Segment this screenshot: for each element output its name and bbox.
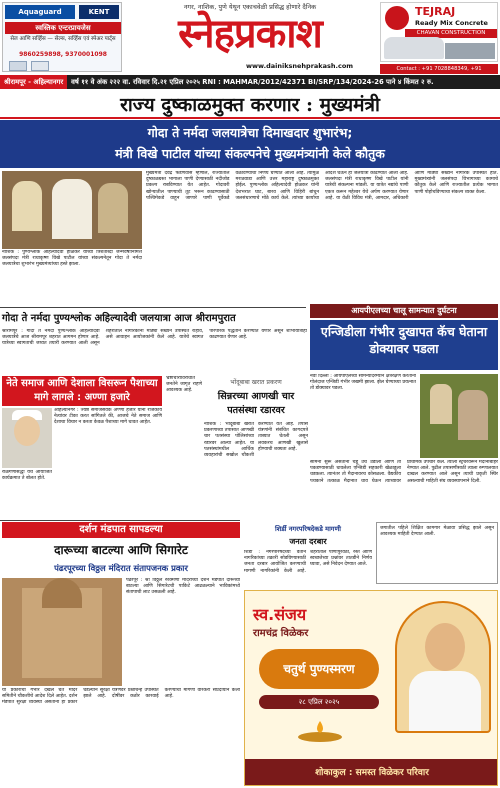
lead-photo-caption: नाशिक : पुण्यश्लोक अहिल्यादेवी होळकर यांच्या त्रिशताब्दी जन्मवर्षानिमित्त जलसंपदा मंत्री राधाकृष्ण विखे पाटील यांच्या संकल्पनेतून गोदा ते नर्मदा जलयात्रेचा शुभारंभ मुख्यमंत्र्यांच्या हस्ते झाला. xyxy=(2,250,142,268)
website-link[interactable]: www.dainiksnehprakash.com xyxy=(246,62,354,70)
player-figure xyxy=(430,384,452,424)
story3-body-continued: सामना सुरू असताना चेंडू उंच उडाला आणि तो पकडण्यासाठी धावलेला एन्जिडी सहकारी खेळाडूला धडकला. त्यानंतर तो मैदानावरच कोसळला. वैद्यकीय पथकाने तत्काळ मैदानात धाव घेऊन त्याच्यावर प्राथमिक उपचार केले. त्याला स्ट्रेचरवरून मैदानाबाहेर नेण्यात आले. पुढील तपासणीसाठी त्याला रुग्णालयात दाखल करण्यात आले असून त्याची प्रकृती स्थिर असल्याची माहिती संघ व्यवस्थापनाने दिली. xyxy=(310,460,498,484)
story6-subheadline: पंढरपूरच्या विठ्ठल मंदिरात संतापजनक प्रकार xyxy=(54,563,188,573)
water-purifier-image xyxy=(31,61,49,71)
tejraj-logo-icon xyxy=(385,6,409,30)
ad-phone: 9860259898, 9370001098 xyxy=(19,51,107,58)
ad-product: Ready Mix Concrete xyxy=(415,19,488,27)
lead-headline[interactable]: राज्य दुष्काळमुक्त करणार : मुख्यमंत्री xyxy=(0,91,500,119)
story3-headline[interactable]: एन्जिडीला गंभीर दुखापत कॅच घेताना डोक्यावर पडला xyxy=(310,320,498,370)
concrete-mixer-image xyxy=(384,37,444,59)
face xyxy=(14,416,40,446)
water-purifier-image xyxy=(9,61,27,71)
memorial-advertisement[interactable] xyxy=(244,590,498,786)
newspaper-logo[interactable] xyxy=(128,2,372,62)
notice-kicker: शिर्डी नगरपरिषदेकडे मागणी xyxy=(275,525,341,533)
story4-body-2: राळेगणसिद्धी येथे आयोजित कार्यक्रमात ते बोलत होते. xyxy=(2,470,52,482)
issue-details: वर्ष ११ वे अंक २२२ वा. रविवार दि.२१ एप्रिल २०२५ RNI : MAHMAR/2012/42371 BI/SRP/134/2024-26 पाने ४ किंमत २ रु. xyxy=(71,78,434,86)
story6-body-continued: या प्रकाराची गंभीर दखल घेत मंदिर समितीने चौकशीचे आदेश दिले आहेत. दर्शन मंडपात सुरक्षा व्यवस्था असताना हा प्रकार घडल्याने सुरक्षा यंत्रणेवर प्रश्नचिन्ह उपस्थित झाले आहे. दोषींवर कठोर कारवाई करण्याची मागणी वारकरी संप्रदायाने केली आहे. xyxy=(2,688,240,706)
person-figure xyxy=(12,181,42,231)
dateline-bar xyxy=(0,75,500,89)
story5-kicker: भोंदूबाबा खरात प्रकरण xyxy=(230,379,282,386)
ad-company-name: स्वस्तिक एन्टरप्रायजेस xyxy=(5,22,121,34)
story4-photo[interactable] xyxy=(2,408,52,468)
lead-subheadline-block xyxy=(0,120,500,168)
divider xyxy=(0,307,306,308)
ad-brand-aquaguard: Aquaguard xyxy=(5,5,75,19)
story5-body: नाशिक : भोंदूबाबा खरात प्रकरणाच्या तपासात आणखी चार पतसंस्था पोलिसांच्या रडारवर आल्या आहेत. या पतसंस्थांमधील आर्थिक व्यवहारांची सखोल चौकशी करण्यात येत आहे. तपास यंत्रणांनी संबंधित कागदपत्रे ताब्यात घेतली असून लवकरच आणखी खुलासे होण्याची शक्यता आहे. xyxy=(204,422,308,459)
lead-subheadline-1: गोदा ते नर्मदा जलयात्रेचा दिमाखदार शुभारंभ; xyxy=(147,125,353,140)
lead-subheadline-2: मंत्री विखे पाटील यांच्या संकल्पनेचे मुख्यमंत्र्यांनी केले कौतुक xyxy=(115,146,385,161)
memorial-footer: शोकाकुल : समस्त विळेकर परिवार xyxy=(245,759,498,786)
story3-photo[interactable] xyxy=(420,374,498,458)
newspaper-title: स्नेहप्रकाश xyxy=(178,10,322,57)
ad-company: CHAVAN CONSTRUCTION xyxy=(405,29,497,38)
ad-brand-tejraj: TEJRAJ xyxy=(415,5,456,18)
story3-body: नवी दिल्ली : आयपीएलच्या सामन्यादरम्यान क्षेत्ररक्षण करताना गोलंदाज एन्जिडी गंभीर जखमी झाला. झेल घेण्याच्या प्रयत्नात तो डोक्यावर पडला. xyxy=(310,374,416,392)
memorial-date: २८ एप्रिल २०२५ xyxy=(259,695,379,709)
person-figure xyxy=(52,179,92,239)
notice-body: शिर्डी : नगरपरिषदेच्या वतीने नागरिकांच्या तक्रारी सोडविण्यासाठी जनता दरबार आयोजित करण्याची मागणी नागरिकांनी केली आहे. शहरातील पाणीपुरवठा, रस्ते आणि स्वच्छतेच्या प्रश्नांवर तातडीने निर्णय घ्यावा, असे निवेदन देण्यात आले. xyxy=(244,550,372,574)
lead-body: मुख्यमंत्री देवेंद्र फडणवीस म्हणाले, राज्यातील दुष्काळग्रस्त भागाला पाणी देण्यासाठी नदीजोड प्रकल्प राबविण्यात येत आहेत. गोदावरी खोऱ्यातील पाण्याची तूट भरून काढण्यासाठी पश्चिमेकडे वाहून जाणारे पाणी पूर्वेकडे वळविण्याचा निर्णय घेण्यात आला आहे. त्यामुळे मराठवाडा आणि उत्तर महाराष्ट्र दुष्काळमुक्त होईल. पुण्यश्लोक अहिल्यादेवी होळकर यांनी देशभरात घाट, बारव आणि विहिरी बांधून जलसंधारणाचे मोठे कार्य केले. त्यांच्या कार्याचा आदर्श घेऊन ही जलयात्रा काढण्यात आली आहे. जलसंपदा मंत्री राधाकृष्ण विखे पाटील यांनी यात्रेची संकल्पना मांडली. या यात्रेत नद्यांचे पाणी एकत्र करून महेश्वर येथे अर्पण करण्यात येणार आहे. या वेळी विविध मंत्री, आमदार, अधिकारी आणि मोठ्या संख्येने नागरिक उपस्थित होते. मुख्यमंत्र्यांनी जलसंपदा विभागाच्या कामाचे कौतुक केले आणि राज्यातील प्रत्येक भागात पाणी पोहोचविण्याचा संकल्प व्यक्त केला. xyxy=(146,171,498,201)
story6-kicker: दर्शन मंडपात सापडल्या xyxy=(2,522,240,538)
oil-lamp-icon xyxy=(285,719,355,743)
truck-image xyxy=(445,43,495,59)
small-notice-box: जगातील पहिले शिक्षित कामगार मेळावा प्रसिद्ध झाले असून आवश्यक माहिती देण्यात आली. xyxy=(376,522,498,584)
portrait-face xyxy=(425,623,465,671)
ad-brand-kent: KENT xyxy=(79,5,119,19)
ad-contact: Contact : +91 7028848349, +91 xyxy=(380,64,498,74)
story4-headline[interactable]: नेते समाज आणि देशाला विसरून पैशाच्या मागे लागले : अण्णा हजारे xyxy=(2,376,162,406)
story6-temple-photo[interactable] xyxy=(2,578,122,686)
temple-dome xyxy=(42,578,82,608)
story4-body: अहिल्यानगर : ज्येष्ठ समाजसेवक अण्णा हजारे यांनी राजकीय नेत्यांवर टीका करत सांगितले की, आजचे नेते समाज आणि देशाचा विचार न करता केवळ पैशाच्या मागे धावत आहेत. xyxy=(54,408,162,426)
portrait-body xyxy=(409,671,481,733)
edition-label: श्रीरामपूर - अहिल्यानगर xyxy=(0,75,67,89)
ad-subtitle: सेल आणि सर्व्हिस — सेल्स, सर्व्हिस एवं स्पेअर पार्ट्स xyxy=(10,36,116,42)
masthead xyxy=(0,0,500,74)
memorial-portrait xyxy=(395,601,491,733)
memorial-badge: चतुर्थ पुण्यस्मरण xyxy=(259,649,379,689)
story3-kicker: आयपीएलच्या चालू सामन्यात दुर्घटना xyxy=(310,304,498,318)
lead-photo[interactable] xyxy=(2,171,142,249)
notice-headline[interactable]: जनता दरबार xyxy=(289,537,327,546)
divider xyxy=(0,520,240,521)
player-figure xyxy=(458,390,488,440)
memorial-name: रामचंद्र विळेकर xyxy=(253,628,309,639)
story4-body-3: भ्रष्टाचाराविरोधात जनतेने जागृत राहणे आवश्यक आहे. xyxy=(166,376,202,394)
person-figure xyxy=(98,183,128,233)
story6-headline[interactable]: दारूच्या बाटल्या आणि सिगारेट xyxy=(54,543,188,557)
memorial-title: स्व.संजय xyxy=(253,605,307,624)
story2-body: श्रीरामपूर : गोदा ते नर्मदा पुण्यश्लोक अहिल्यादेवी जलयात्रेचे आज श्रीरामपूर शहरात आगमन होणार आहे. यात्रेच्या स्वागताची जय्यत तयारी करण्यात आली असून शहरातील नागरिकांनी मोठ्या संख्येने उपस्थित राहावे, असे आवाहन आयोजकांनी केले आहे. यात्रेचे स्वागत पारंपरिक पद्धतीने करण्यात येणार असून शोभायात्राही काढण्यात येणार आहे. xyxy=(2,329,307,347)
ad-swastik-enterprises[interactable] xyxy=(2,2,122,72)
ad-tejraj-rmc[interactable] xyxy=(380,2,498,62)
masthead-tagline: नगर, नाशिक, पुणे येथून एकाचवेळी प्रसिद्ध होणारे दैनिक xyxy=(183,3,317,11)
story5-headline[interactable]: सिन्नरच्या आणखी चार पतसंस्था रडारवर xyxy=(217,391,295,416)
story6-body: पंढरपूर : श्री विठ्ठल रुक्मिणी मंदिराच्या दर्शन मंडपात दारूच्या बाटल्या आणि सिगारेटची पाकिटे आढळल्याने भाविकांमध्ये संतापाची लाट उसळली आहे. xyxy=(126,578,240,596)
story2-headline[interactable]: गोदा ते नर्मदा पुण्यश्लोक अहिल्यादेवी जलयात्रा आज श्रीरामपुरात xyxy=(2,313,236,324)
